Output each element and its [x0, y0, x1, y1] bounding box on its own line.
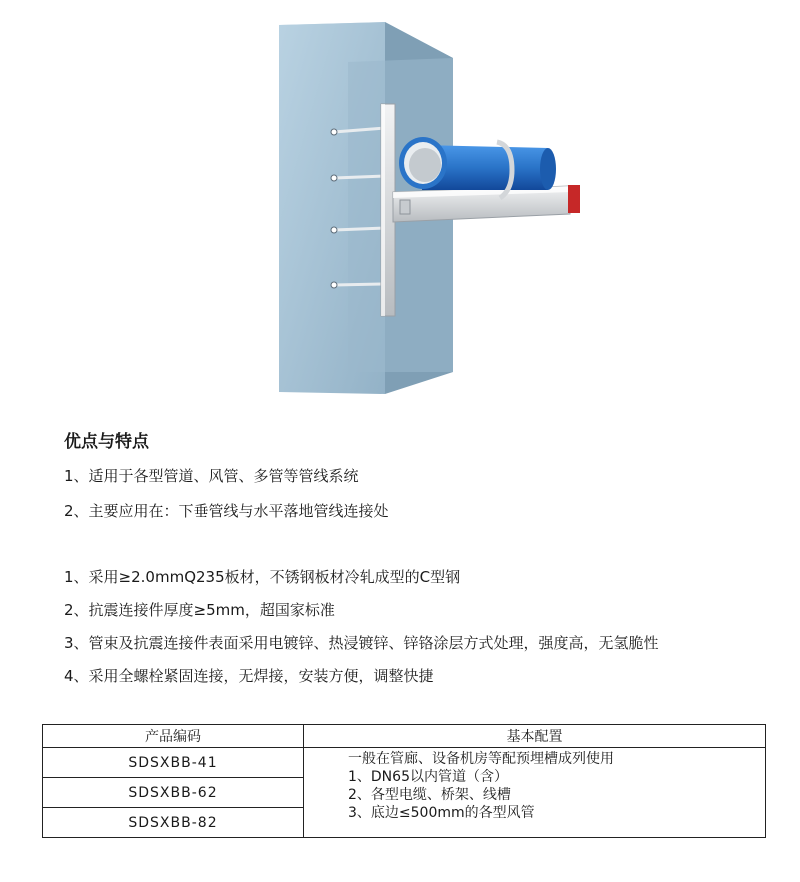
product-illustration — [0, 0, 800, 420]
header-basic-config: 基本配置 — [304, 725, 766, 748]
config-line-2: 1、DN65以内管道（含） — [348, 769, 508, 785]
product-code-3: SDSXBB-82 — [43, 808, 304, 838]
config-line-4: 3、底边≤500mm的各型风管 — [348, 805, 535, 821]
feature-item-4: 4、采用全螺栓紧固连接，无焊接，安装方便，调整快捷 — [64, 667, 434, 685]
channel-end-cap — [568, 185, 580, 213]
product-code-2: SDSXBB-62 — [43, 778, 304, 808]
config-cell — [304, 748, 766, 838]
product-code-1: SDSXBB-41 — [43, 748, 304, 778]
feature-item-3: 3、管束及抗震连接件表面采用电镀锌、热浸镀锌、锌铬涂层方式处理，强度高，无氢脆性 — [64, 634, 659, 652]
table-header-row — [43, 725, 766, 748]
config-line-3: 2、各型电缆、桥架、线槽 — [348, 787, 511, 803]
horizontal-c-channel — [393, 186, 570, 222]
header-product-code: 产品编码 — [43, 725, 304, 748]
application-item-2: 2、主要应用在：下垂管线与水平落地管线连接处 — [64, 502, 389, 520]
config-line-1: 一般在管廊、设备机房等配预埋槽成列使用 — [348, 751, 614, 767]
blue-pipe — [399, 137, 556, 190]
application-item-1: 1、适用于各型管道、风管、多管等管线系统 — [64, 467, 359, 485]
feature-item-1: 1、采用≥2.0mmQ235板材，不锈钢板材冷轧成型的C型钢 — [64, 568, 461, 586]
table-row — [43, 748, 766, 778]
spec-table — [42, 724, 766, 838]
feature-item-2: 2、抗震连接件厚度≥5mm，超国家标准 — [64, 601, 335, 619]
features-heading: 优点与特点 — [64, 432, 149, 452]
